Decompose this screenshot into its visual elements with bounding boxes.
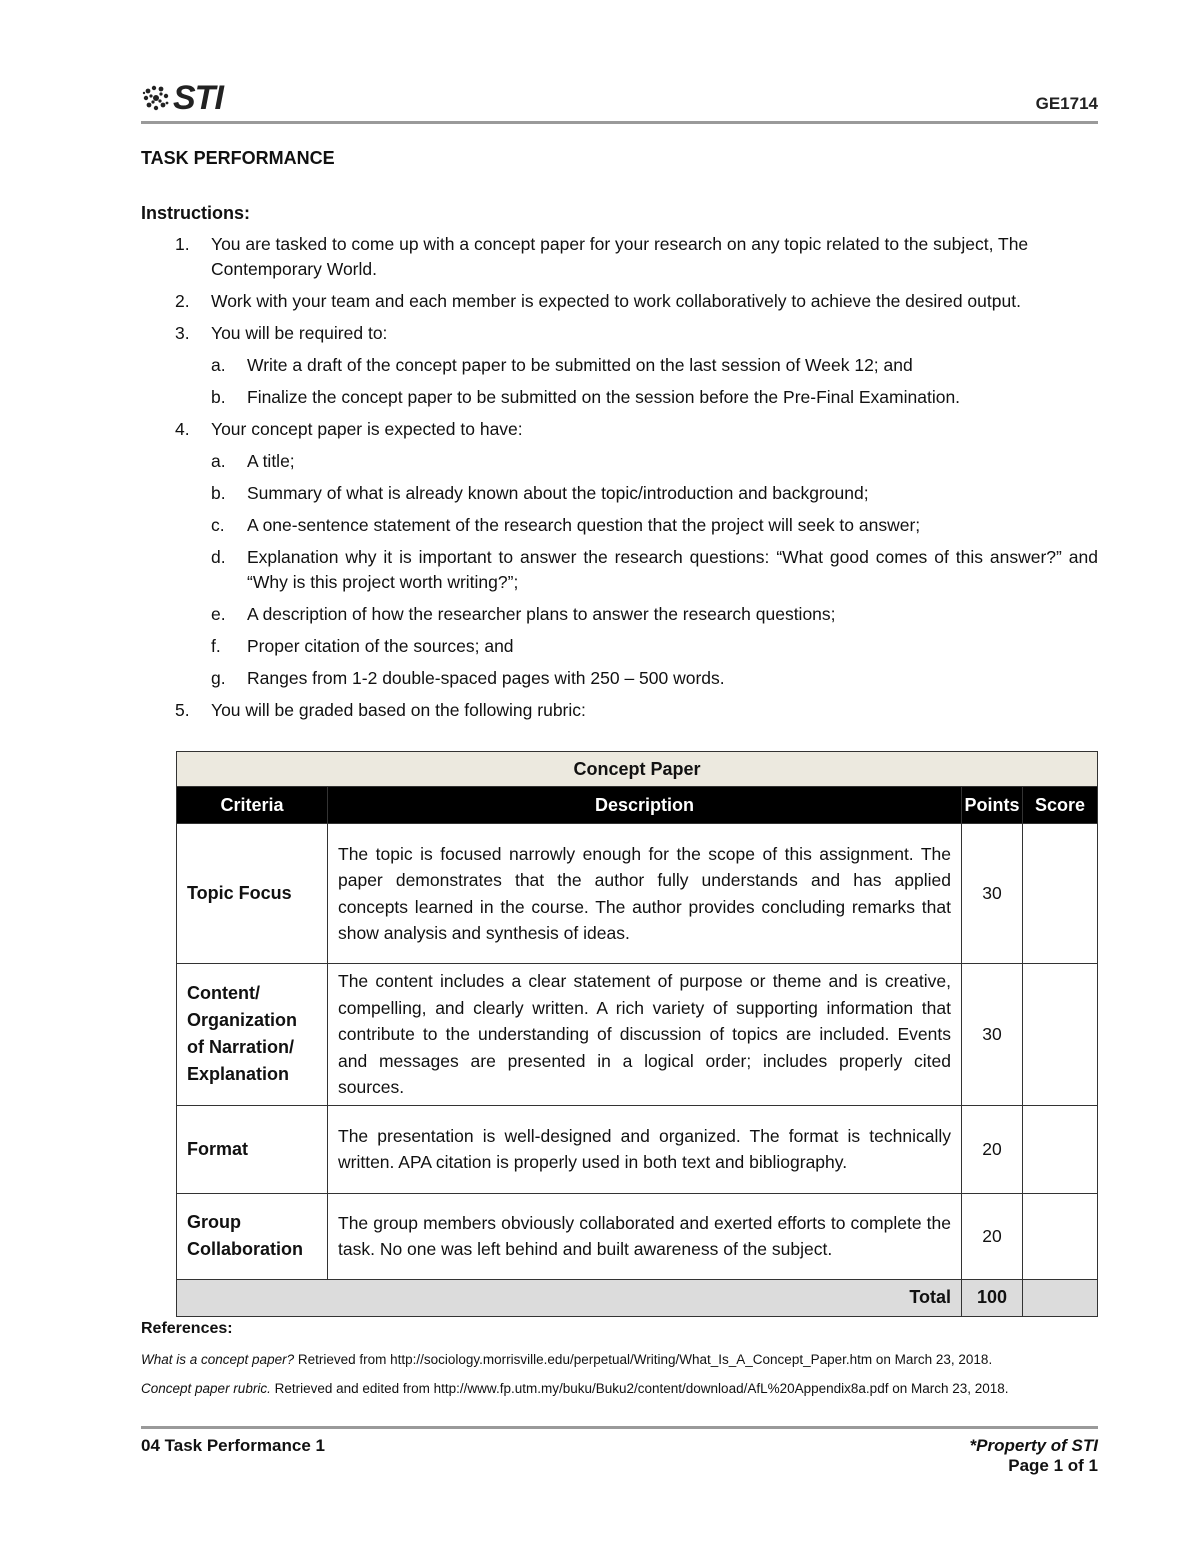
item-text: Your concept paper is expected to have: <box>211 419 523 439</box>
item-number: 5. <box>175 700 190 720</box>
list-item <box>141 289 1098 314</box>
description-cell: The content includes a clear statement of purpose or theme and is creative, compelling, and clearly written. A rich variety of supporting information that contribute to the understanding of discussion of topics are included. Events and messages are presented in a logical order; includes properly cited sources. <box>328 964 962 1106</box>
sub-list-item <box>211 634 1098 659</box>
sub-item-letter: b. <box>211 483 226 503</box>
references-heading: References: <box>141 1320 233 1337</box>
item-text: You are tasked to come up with a concept paper for your research on any topic related to the subject, The Contemporary World. <box>211 234 1029 279</box>
table-caption: Concept Paper <box>177 752 1098 787</box>
sub-list-item <box>211 449 1098 474</box>
reference-title: Concept paper rubric. <box>141 1381 271 1396</box>
criteria-cell: Content/ Organization of Narration/ Explanation <box>177 964 328 1106</box>
table-row <box>177 1193 1098 1279</box>
item-number: 2. <box>175 291 190 311</box>
total-points: 100 <box>962 1279 1023 1316</box>
references-section <box>141 1320 1098 1396</box>
sub-list-item <box>211 513 1098 538</box>
property-notice: *Property of STI <box>969 1436 1098 1455</box>
sub-list <box>211 353 1098 410</box>
sub-item-letter: c. <box>211 515 225 535</box>
score-cell[interactable] <box>1023 1105 1098 1193</box>
item-number: 1. <box>175 234 190 254</box>
sub-item-text: Summary of what is already known about the topic/introduction and background; <box>247 483 869 503</box>
sub-item-text: Write a draft of the concept paper to be submitted on the last session of Week 12; and <box>247 355 913 375</box>
sub-item-letter: d. <box>211 547 226 567</box>
footer-doc-name: 04 Task Performance 1 <box>141 1436 325 1455</box>
reference-item <box>141 1352 1098 1367</box>
score-cell[interactable] <box>1023 824 1098 964</box>
points-cell: 30 <box>962 964 1023 1106</box>
criteria-cell: Format <box>177 1105 328 1193</box>
page-header <box>141 76 1098 124</box>
item-text: You will be graded based on the following rubric: <box>211 700 586 720</box>
footer-right <box>970 1436 1098 1476</box>
list-item <box>141 321 1098 410</box>
sub-item-text: Proper citation of the sources; and <box>247 636 514 656</box>
page-title: TASK PERFORMANCE <box>141 148 335 168</box>
header-criteria: Criteria <box>177 787 328 824</box>
item-text: You will be required to: <box>211 323 388 343</box>
table-row <box>177 824 1098 964</box>
header-points: Points <box>962 787 1023 824</box>
points-cell: 30 <box>962 824 1023 964</box>
sub-list-item <box>211 353 1098 378</box>
total-label: Total <box>177 1279 962 1316</box>
sti-globe-icon <box>141 81 171 115</box>
logo-text: STI <box>173 79 223 117</box>
sub-item-letter: e. <box>211 604 226 624</box>
points-cell: 20 <box>962 1105 1023 1193</box>
total-row <box>177 1279 1098 1316</box>
sub-item-text: A one-sentence statement of the research question that the project will seek to answer; <box>247 515 921 535</box>
sub-list <box>211 449 1098 691</box>
sub-item-text: A description of how the researcher plans to answer the research questions; <box>247 604 836 624</box>
document-body <box>141 140 1098 730</box>
score-cell[interactable] <box>1023 1193 1098 1279</box>
sub-list-item <box>211 602 1098 627</box>
description-cell: The topic is focused narrowly enough for the scope of this assignment. The paper demonstrates that the author fully understands and has applied concepts learned in the course. The author provides concluding remarks that show analysis and synthesis of ideas. <box>328 824 962 964</box>
list-item <box>141 417 1098 691</box>
sub-item-letter: a. <box>211 451 226 471</box>
score-cell[interactable] <box>1023 964 1098 1106</box>
points-cell: 20 <box>962 1193 1023 1279</box>
list-item <box>141 698 1098 723</box>
rubric-table <box>176 751 1098 1317</box>
table-header-row <box>177 787 1098 824</box>
sub-item-text: Explanation why it is important to answer the research questions: “What good comes of this answer?” and “Why is this project worth writing?”; <box>247 547 1098 592</box>
document-code: GE1714 <box>1035 94 1098 113</box>
header-description: Description <box>328 787 962 824</box>
sub-list-item <box>211 545 1098 595</box>
reference-details: Retrieved from http://sociology.morrisville.edu/perpetual/Writing/What_Is_A_Concept_Paper.htm on March 23, 2018. <box>294 1352 993 1367</box>
header-score: Score <box>1023 787 1098 824</box>
instructions-list <box>141 232 1098 723</box>
page-number: Page 1 of 1 <box>1008 1456 1098 1475</box>
sub-list-item <box>211 481 1098 506</box>
sub-item-text: A title; <box>247 451 295 471</box>
footer-divider <box>141 1426 1098 1429</box>
total-score-cell[interactable] <box>1023 1279 1098 1316</box>
description-cell: The group members obviously collaborated and exerted efforts to complete the task. No one was left behind and built awareness of the subject. <box>328 1193 962 1279</box>
sub-item-letter: g. <box>211 668 226 688</box>
item-number: 4. <box>175 419 190 439</box>
sub-item-text: Finalize the concept paper to be submitted on the session before the Pre-Final Examination. <box>247 387 961 407</box>
sti-logo <box>141 80 223 116</box>
table-row <box>177 964 1098 1106</box>
sub-item-letter: f. <box>211 636 221 656</box>
criteria-cell: Group Collaboration <box>177 1193 328 1279</box>
table-caption-row <box>177 752 1098 787</box>
reference-title: What is a concept paper? <box>141 1352 295 1367</box>
item-text: Work with your team and each member is expected to work collaboratively to achieve the desired output. <box>211 291 1021 311</box>
reference-details: Retrieved and edited from http://www.fp.utm.my/buku/Buku2/content/download/AfL%20Appendix8a.pdf on March 23, 2018. <box>270 1381 1009 1396</box>
table-row <box>177 1105 1098 1193</box>
sub-item-letter: a. <box>211 355 226 375</box>
criteria-cell: Topic Focus <box>177 824 328 964</box>
sub-list-item <box>211 666 1098 691</box>
header-divider <box>141 121 1098 124</box>
sub-item-text: Ranges from 1-2 double-spaced pages with 250 – 500 words. <box>247 668 725 688</box>
list-item <box>141 232 1098 282</box>
sub-item-letter: b. <box>211 387 226 407</box>
description-cell: The presentation is well-designed and organized. The format is technically written. APA citation is properly used in both text and bibliography. <box>328 1105 962 1193</box>
item-number: 3. <box>175 323 190 343</box>
reference-item <box>141 1381 1098 1396</box>
instructions-heading: Instructions: <box>141 203 251 223</box>
sub-list-item <box>211 385 1098 410</box>
